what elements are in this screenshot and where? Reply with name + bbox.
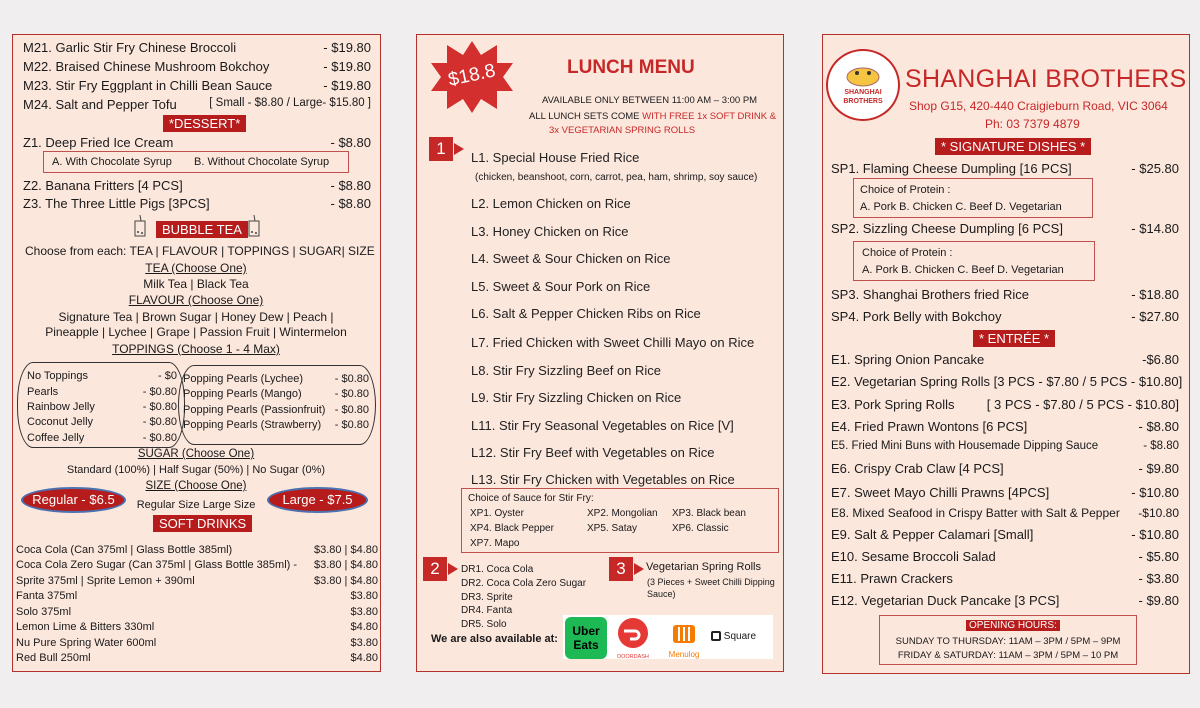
menu-item: E4. Fried Prawn Wontons [6 PCS] - $8.80 bbox=[831, 419, 1179, 434]
lunch-item: L8. Stir Fry Sizzling Beef on Rice bbox=[471, 363, 662, 378]
sauce-option: XP6. Classic bbox=[672, 523, 729, 534]
menu-item: E6. Crispy Crab Claw [4 PCS] - $9.80 bbox=[831, 461, 1179, 476]
topping-item: Popping Pearls (Strawberry) - $0.80 bbox=[183, 419, 369, 431]
step-3-badge: 3 bbox=[609, 557, 633, 581]
topping-item: Popping Pearls (Passionfruit) - $0.80 bbox=[183, 404, 369, 416]
lunch-item: L13. Stir Fry Chicken with Vegetables on Rice bbox=[471, 472, 735, 487]
lunch-menu-panel bbox=[416, 34, 784, 672]
address: Shop G15, 420-440 Craigieburn Road, VIC 3064 bbox=[909, 99, 1168, 113]
left-menu-panel bbox=[12, 34, 381, 672]
lunch-item: L5. Sweet & Sour Pork on Rice bbox=[471, 279, 651, 294]
sauce-option: XP5. Satay bbox=[587, 523, 638, 534]
sauce-heading: Choice of Sauce for Stir Fry: bbox=[468, 493, 594, 504]
topping-item: No Toppings - $0 bbox=[27, 370, 177, 382]
phone: Ph: 03 7379 4879 bbox=[985, 117, 1080, 131]
spring-rolls-note: (3 Pieces + Sweet Chilli Dipping Sauce) bbox=[647, 577, 775, 599]
bubble-tea-instructions: Choose from each: TEA | FLAVOUR | TOPPINGS | SUGAR| SIZE bbox=[25, 244, 375, 258]
right-menu-panel bbox=[822, 34, 1190, 674]
arrow-right-icon bbox=[448, 563, 458, 575]
menulog-logo[interactable]: Menulog bbox=[661, 617, 707, 659]
size-large-button: Large - $7.5 bbox=[267, 487, 368, 513]
drink-item: Lemon Lime & Bitters 330ml $4.80 bbox=[16, 621, 378, 633]
tea-options: Milk Tea | Black Tea bbox=[143, 277, 249, 291]
sauce-option: XP4. Black Pepper bbox=[470, 523, 554, 534]
menu-item: E8. Mixed Seafood in Crispy Batter with Salt & Pepper -$10.80 bbox=[831, 506, 1179, 520]
size-regular-button: Regular - $6.5 bbox=[21, 487, 126, 513]
lunch-item: L1. Special House Fried Rice bbox=[471, 150, 640, 165]
syrup-option: A. With Chocolate Syrup bbox=[52, 156, 172, 168]
protein-choice-box bbox=[853, 178, 1093, 218]
menu-item: M23. Stir Fry Eggplant in Chilli Bean Sauce - $19.80 bbox=[23, 78, 371, 93]
menulog-icon bbox=[669, 617, 699, 645]
menu-item: M22. Braised Chinese Mushroom Bokchoy - $19.80 bbox=[23, 59, 371, 74]
drink-item: Coca Cola Zero Sugar (Can 375ml | Glass Bottle 385ml) - $3.80 | $4.80 bbox=[16, 559, 378, 571]
drink-item: Fanta 375ml $3.80 bbox=[16, 590, 378, 602]
topping-item: Popping Pearls (Mango) - $0.80 bbox=[183, 388, 369, 400]
lunch-item: L9. Stir Fry Sizzling Chicken on Rice bbox=[471, 390, 682, 405]
step-1-badge: 1 bbox=[429, 137, 453, 161]
flavour-options: Signature Tea | Brown Sugar | Honey Dew | Peach | bbox=[58, 310, 334, 324]
topping-item: Popping Pearls (Lychee) - $0.80 bbox=[183, 373, 369, 385]
sauce-option: XP2. Mongolian bbox=[587, 508, 658, 519]
flavour-heading: FLAVOUR (Choose One) bbox=[128, 293, 264, 307]
restaurant-logo: SHANGHAI BROTHERS bbox=[826, 49, 900, 121]
arrow-right-icon bbox=[634, 563, 644, 575]
dessert-heading: *DESSERT* bbox=[163, 115, 246, 132]
opening-hours-weekday: SUNDAY TO THURSDAY: 11AM – 3PM / 5PM – 9PM bbox=[895, 636, 1121, 647]
doordash-icon bbox=[613, 617, 653, 649]
sauce-option: XP7. Mapo bbox=[470, 538, 520, 549]
availability-text: AVAILABLE ONLY BETWEEN 11:00 AM – 3:00 PM bbox=[542, 95, 758, 106]
menu-item: E5. Fried Mini Buns with Housemade Dipping Sauce - $8.80 bbox=[831, 440, 1179, 452]
lunch-sets-text-2: 3x VEGETARIAN SPRING ROLLS bbox=[549, 125, 696, 136]
signature-heading: * SIGNATURE DISHES * bbox=[935, 138, 1091, 155]
spring-rolls-title: Vegetarian Spring Rolls bbox=[646, 561, 761, 573]
opening-hours-weekend: FRIDAY & SATURDAY: 11AM – 3PM / 5PM – 10 PM bbox=[897, 650, 1119, 661]
sauce-option: XP1. Oyster bbox=[470, 508, 524, 519]
topping-item: Pearls - $0.80 bbox=[27, 386, 177, 398]
protein-choice-box bbox=[853, 241, 1095, 281]
tea-heading: TEA (Choose One) bbox=[145, 261, 247, 275]
lunch-sets-text: ALL LUNCH SETS COME WITH FREE 1x SOFT DRINK & bbox=[529, 111, 777, 122]
opening-hours-heading: OPENING HOURS: bbox=[966, 620, 1060, 631]
lunch-item: L12. Stir Fry Beef with Vegetables on Rice bbox=[471, 445, 715, 460]
menu-item: E11. Prawn Crackers - $3.80 bbox=[831, 571, 1179, 586]
drink-item: Coca Cola (Can 375ml | Glass Bottle 385ml) $3.80 | $4.80 bbox=[16, 544, 378, 556]
menu-item: M24. Salt and Pepper Tofu [ Small - $8.80 / Large- $15.80 ] bbox=[23, 97, 371, 112]
soft-drinks-heading: SOFT DRINKS bbox=[153, 515, 252, 532]
entree-heading: * ENTRÉE * bbox=[973, 330, 1055, 347]
menu-item: E12. Vegetarian Duck Pancake [3 PCS] - $9.80 bbox=[831, 593, 1179, 608]
sugar-heading: SUGAR (Choose One) bbox=[137, 448, 255, 460]
square-logo[interactable]: Square bbox=[711, 631, 756, 642]
lunch-menu-title: LUNCH MENU bbox=[567, 57, 695, 78]
flavour-options: Pineapple | Lychee | Grape | Passion Fruit | Wintermelon bbox=[45, 325, 347, 339]
drink-choices: DR1. Coca Cola DR2. Coca Cola Zero Sugar DR3. Sprite DR4. Fanta DR5. Solo bbox=[461, 564, 587, 631]
menu-item: E2. Vegetarian Spring Rolls [3 PCS - $7.80 / 5 PCS - $10.80] bbox=[831, 374, 1183, 389]
topping-item: Rainbow Jelly - $0.80 bbox=[27, 401, 177, 413]
doordash-logo[interactable]: DOORDASH bbox=[611, 617, 655, 659]
lunch-item: L4. Sweet & Sour Chicken on Rice bbox=[471, 251, 671, 266]
lunch-item: L7. Fried Chicken with Sweet Chilli Mayo on Rice bbox=[471, 335, 755, 350]
drink-item: Red Bull 250ml $4.80 bbox=[16, 652, 378, 664]
bubble-tea-cup-icon bbox=[247, 215, 261, 237]
topping-item: Coffee Jelly - $0.80 bbox=[27, 432, 177, 444]
step-2-badge: 2 bbox=[423, 557, 447, 581]
available-at-text: We are also available at: bbox=[431, 633, 558, 645]
sauce-option: XP3. Black bean bbox=[672, 508, 746, 519]
menu-item: Z1. Deep Fried Ice Cream - $8.80 bbox=[23, 135, 371, 150]
protein-options: A. Pork B. Chicken C. Beef D. Vegetarian bbox=[862, 264, 1064, 276]
arrow-right-icon bbox=[454, 143, 464, 155]
syrup-options-box bbox=[43, 151, 349, 173]
lunch-item: L6. Salt & Pepper Chicken Ribs on Rice bbox=[471, 306, 701, 321]
menu-item: Z2. Banana Fritters [4 PCS] - $8.80 bbox=[23, 178, 371, 193]
sauce-choice-box bbox=[461, 488, 779, 553]
sugar-options: Standard (100%) | Half Sugar (50%) | No Sugar (0%) bbox=[66, 464, 326, 476]
bubble-tea-cup-icon bbox=[133, 215, 147, 237]
bubble-tea-heading: BUBBLE TEA bbox=[156, 221, 248, 238]
menu-item: SP2. Sizzling Cheese Dumpling [6 PCS] - $14.80 bbox=[831, 221, 1179, 236]
size-heading: SIZE (Choose One) bbox=[145, 480, 247, 492]
drink-item: Sprite 375ml | Sprite Lemon + 390ml $3.80 | $4.80 bbox=[16, 575, 378, 587]
square-icon bbox=[711, 631, 721, 641]
l1-note: (chicken, beanshoot, corn, carrot, pea, ham, shrimp, soy sauce) bbox=[475, 172, 758, 183]
toppings-heading: TOPPINGS (Choose 1 - 4 Max) bbox=[112, 342, 280, 356]
menu-item: E7. Sweet Mayo Chilli Prawns [4PCS] - $10.80 bbox=[831, 485, 1179, 500]
menu-item: M21. Garlic Stir Fry Chinese Broccoli - $19.80 bbox=[23, 40, 371, 55]
drink-item: Nu Pure Spring Water 600ml $3.80 bbox=[16, 637, 378, 649]
brand-name: SHANGHAI BROTHERS bbox=[905, 65, 1187, 93]
menu-item: E10. Sesame Broccoli Salad - $5.80 bbox=[831, 549, 1179, 564]
dumpling-icon bbox=[843, 59, 883, 87]
menu-item: Z3. The Three Little Pigs [3PCS] - $8.80 bbox=[23, 196, 371, 211]
opening-hours-box bbox=[879, 615, 1137, 665]
menu-item: E1. Spring Onion Pancake -$6.80 bbox=[831, 352, 1179, 367]
lunch-item: L11. Stir Fry Seasonal Vegetables on Rice [V] bbox=[471, 418, 734, 433]
topping-item: Coconut Jelly - $0.80 bbox=[27, 416, 177, 428]
lunch-item: L2. Lemon Chicken on Rice bbox=[471, 196, 631, 211]
menu-item: E3. Pork Spring Rolls [ 3 PCS - $7.80 / 5 PCS - $10.80] bbox=[831, 397, 1179, 412]
syrup-option: B. Without Chocolate Syrup bbox=[194, 156, 330, 168]
protein-heading: Choice of Protein : bbox=[862, 247, 953, 259]
menu-item: SP3. Shanghai Brothers fried Rice - $18.80 bbox=[831, 287, 1179, 302]
size-options: Regular Size Large Size bbox=[136, 499, 256, 511]
menu-item: SP4. Pork Belly with Bokchoy - $27.80 bbox=[831, 309, 1179, 324]
protein-options: A. Pork B. Chicken C. Beef D. Vegetarian bbox=[860, 201, 1062, 213]
lunch-item: L3. Honey Chicken on Rice bbox=[471, 224, 629, 239]
price-badge: $18.8 bbox=[446, 60, 498, 91]
menu-item: E9. Salt & Pepper Calamari [Small] - $10.80 bbox=[831, 527, 1179, 542]
drink-item: Solo 375ml $3.80 bbox=[16, 606, 378, 618]
menu-item: SP1. Flaming Cheese Dumpling [16 PCS] - $25.80 bbox=[831, 161, 1179, 176]
ubereats-logo[interactable]: Uber Eats bbox=[565, 617, 607, 659]
protein-heading: Choice of Protein : bbox=[860, 184, 951, 196]
